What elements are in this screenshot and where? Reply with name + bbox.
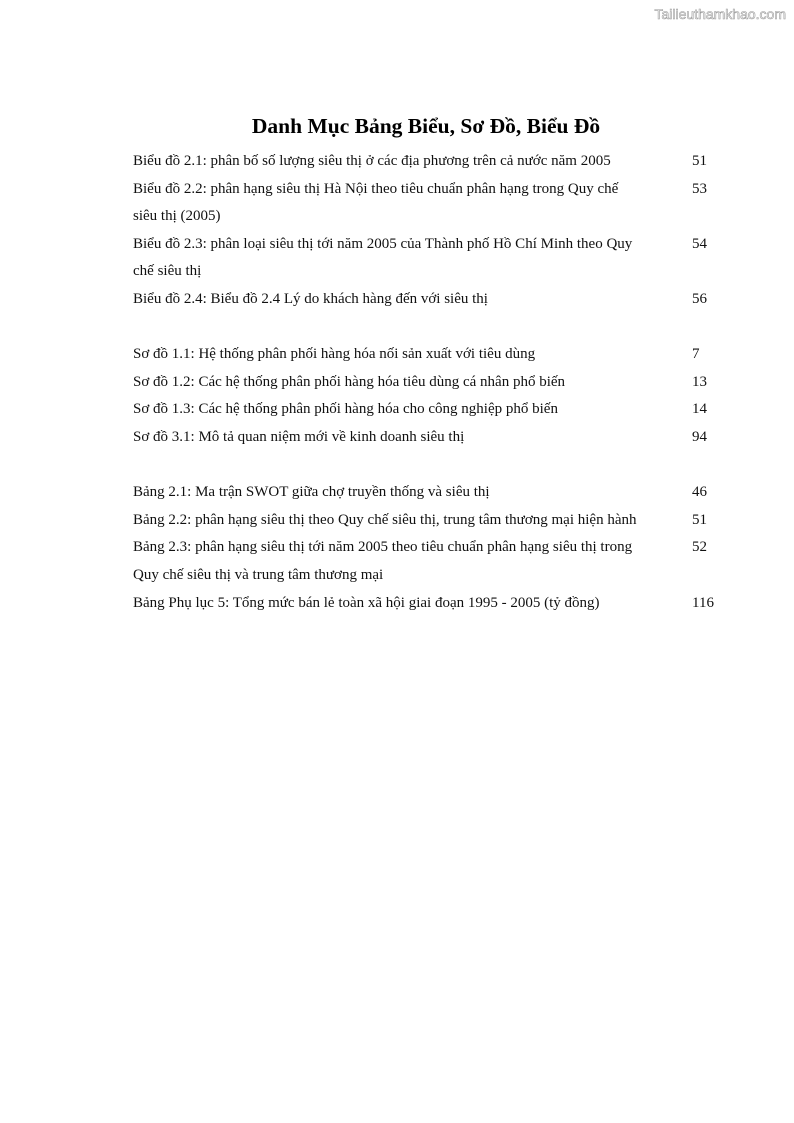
toc-entry-page: 94 [692, 428, 707, 445]
toc-entry[interactable] [133, 590, 723, 618]
toc-entry-page: 14 [692, 401, 707, 418]
toc-entry-line: Bảng Phụ lục 5: Tổng mức bán lẻ toàn xã hội giai đoạn 1995 - 2005 (tỷ đồng) [133, 594, 600, 611]
toc-entry-line: Sơ đồ 1.2: Các hệ thống phân phối hàng hóa tiêu dùng cá nhân phổ biến [133, 373, 566, 390]
toc-entry-page: 13 [692, 373, 707, 390]
toc-entry[interactable] [133, 286, 723, 314]
toc-entry-line: Sơ đồ 1.3: Các hệ thống phân phối hàng hóa cho công nghiệp phổ biến [133, 401, 558, 418]
toc-entry-page: 51 [692, 153, 707, 169]
toc-entry-page: 52 [692, 539, 707, 556]
toc-entry[interactable] [133, 176, 723, 231]
toc-entry-page: 116 [692, 594, 714, 611]
toc-entry[interactable] [133, 148, 723, 176]
toc-entry[interactable] [133, 231, 723, 286]
section-diagrams [133, 341, 723, 451]
section-charts [133, 148, 723, 314]
toc-entry-line: siêu thị (2005) [133, 208, 221, 225]
toc-entry-line: Bảng 2.1: Ma trận SWOT giữa chợ truyền thống và siêu thị [133, 484, 490, 501]
toc-entry-page: 53 [692, 180, 707, 197]
toc-entry[interactable] [133, 341, 723, 369]
toc-entry-line: Biểu đồ 2.2: phân hạng siêu thị Hà Nội theo tiêu chuẩn phân hạng trong Quy chế [133, 180, 619, 197]
toc-entry[interactable] [133, 479, 723, 507]
toc-entry-page: 46 [692, 484, 707, 501]
toc-entry-line: Biểu đồ 2.4: Biểu đồ 2.4 Lý do khách hàng đến với siêu thị [133, 290, 488, 307]
toc-entry-page: 7 [692, 346, 700, 363]
toc-entry-line: Sơ đồ 1.1: Hệ thống phân phối hàng hóa nối sản xuất với tiêu dùng [133, 346, 536, 363]
table-of-figures [133, 148, 723, 617]
toc-entry-line: Biểu đồ 2.3: phân loại siêu thị tới năm 2005 của Thành phố Hồ Chí Minh theo Quy [133, 235, 633, 252]
toc-entry-line: Bảng 2.3: phân hạng siêu thị tới năm 2005 theo tiêu chuẩn phân hạng siêu thị trong [133, 539, 633, 556]
toc-entry[interactable] [133, 534, 723, 589]
toc-entry-line: chế siêu thị [133, 263, 202, 280]
toc-entry[interactable] [133, 424, 723, 452]
toc-entry[interactable] [133, 369, 723, 397]
page-title: Danh Mục Bảng Biểu, Sơ Đồ, Biểu Đồ [251, 114, 601, 138]
section-tables [133, 479, 723, 617]
watermark: Tailieuthamkhao.com [654, 6, 786, 22]
toc-entry-page: 56 [692, 290, 707, 307]
toc-entry-line: Bảng 2.2: phân hạng siêu thị theo Quy chế siêu thị, trung tâm thương mại hiện hành [133, 511, 637, 528]
toc-entry-page: 54 [692, 235, 707, 252]
toc-entry[interactable] [133, 396, 723, 424]
toc-entry-line: Quy chế siêu thị và trung tâm thương mại [133, 566, 384, 583]
toc-entry[interactable] [133, 507, 723, 535]
toc-entry-page: 51 [692, 511, 707, 528]
toc-entry-line: Sơ đồ 3.1: Mô tả quan niệm mới về kinh doanh siêu thị [133, 428, 465, 445]
toc-entry-line: Biểu đồ 2.1: phân bố số lượng siêu thị ở các địa phương trên cả nước năm 2005 [133, 153, 611, 169]
